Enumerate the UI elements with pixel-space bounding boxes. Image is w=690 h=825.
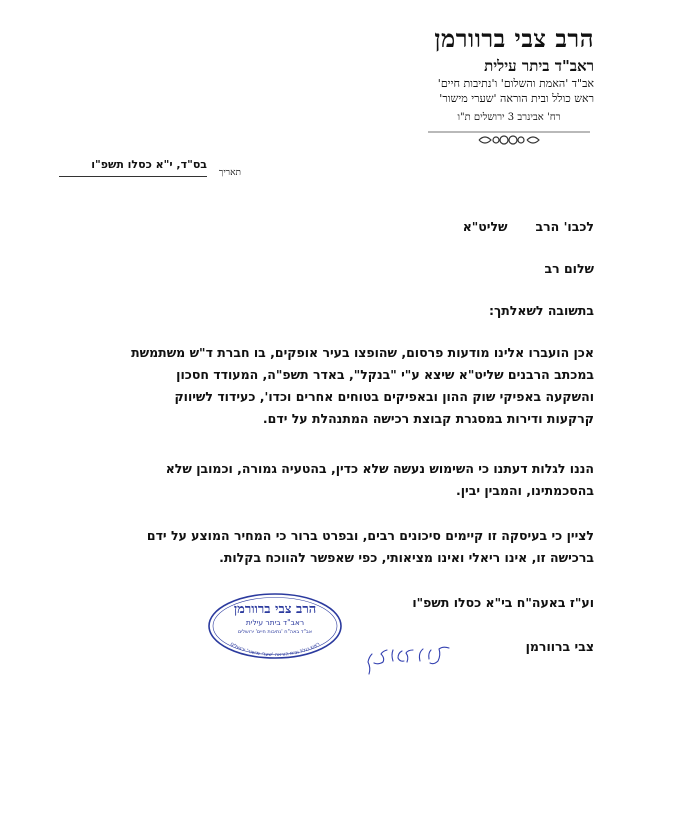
letterhead-name: הרב צבי ברוורמן bbox=[434, 24, 594, 53]
paragraph-3 bbox=[74, 525, 594, 569]
paragraph-2 bbox=[74, 458, 594, 502]
closing-text: וע"ז באעה"ח בי"א כסלו תשפ"ו bbox=[412, 595, 594, 610]
paragraph-line: בהסכמתינו, והמבין יבין. bbox=[455, 483, 594, 498]
rabbinical-stamp-icon bbox=[207, 592, 343, 660]
paragraph-line: אכן הועברו אלינו מודעות פרסום, שהופצו בעיר אופקים, בו חברת ד"ש משתמשת bbox=[131, 345, 594, 360]
letterhead-line-2: ראש כולל ובית הוראה 'שערי מישור' bbox=[439, 92, 594, 105]
letterhead-address: רח' אבינרב 3 ירושלים ת"ו bbox=[457, 112, 561, 123]
stamp-title: ראב"ד ביתר עילית bbox=[245, 618, 305, 627]
svg-text:ראש כולל ובית הוראה 'שערי מישו bbox=[229, 641, 321, 658]
greeting-text: שלום רב bbox=[544, 261, 594, 276]
handwritten-signature-icon bbox=[357, 636, 457, 678]
stamp-arc-text: ראש כולל ובית הוראה 'שערי מישור' ירושלים bbox=[229, 641, 321, 659]
date-underline bbox=[59, 176, 207, 177]
salutation bbox=[74, 216, 594, 238]
intro bbox=[74, 300, 594, 322]
letterhead bbox=[334, 24, 594, 125]
paragraph-line: במכתב הרבנים שליט"א שיצא ע"י "בנקל", באדר תשפ"ה, המעודד חסכון bbox=[176, 367, 594, 382]
signature-name: צבי ברוורמן bbox=[525, 639, 594, 654]
paragraph-line: ברכישה זו, אינו ריאלי ואינו מציאותי, כפי שאפשר להווכח בקלות. bbox=[219, 550, 594, 565]
date-label: תאריך bbox=[218, 168, 241, 178]
salutation-to: לכבו' הרב bbox=[535, 219, 594, 234]
date-value: בס"ד, י"א כסלו תשפ"ו bbox=[91, 158, 207, 171]
ornament-divider-icon bbox=[424, 128, 594, 148]
intro-text: בתשובה לשאלתך: bbox=[489, 303, 594, 318]
paragraph-line: קרקעות ודירות במסגרת קבוצת רכישה המתנהלת על ידם. bbox=[262, 411, 594, 426]
letterhead-line-1: אב"ד 'האמת והשלום' ו'נתיבות חיים' bbox=[437, 77, 594, 90]
paragraph-line: הננו לגלות דעתנו כי השימוש נעשה שלא כדין, בהטעיה גמורה, וכמובן שלא bbox=[165, 461, 594, 476]
letterhead-title: ראב"ד ביתר עילית bbox=[484, 57, 594, 75]
salutation-honorific: שליט"א bbox=[462, 219, 508, 234]
paragraph-line: והשקעה באפיקי שוק ההון ובאפיקים בטוחים אחרים וכדו', כעידוד לשיווק bbox=[174, 389, 594, 404]
stamp-name: הרב צבי ברוורמן bbox=[233, 602, 317, 617]
stamp-line: אב"ד באה"ח 'נתיבות חיים' ירושלים bbox=[237, 629, 313, 635]
paragraph-line: לציין כי בעיסקה זו קיימים סיכונים רבים, ובפרט ברור כי המחיר המוצע על ידם bbox=[146, 528, 594, 543]
greeting bbox=[74, 258, 594, 280]
paragraph-1 bbox=[74, 342, 594, 430]
